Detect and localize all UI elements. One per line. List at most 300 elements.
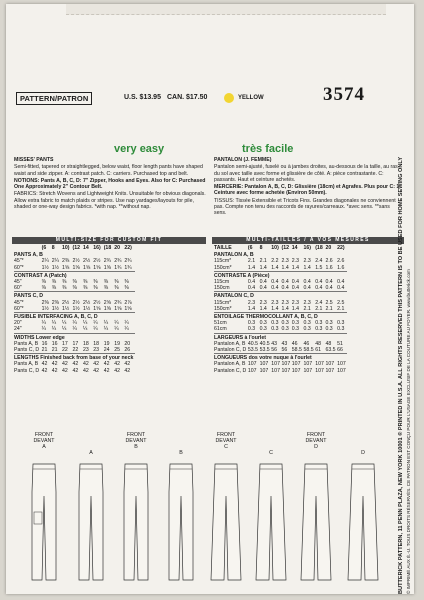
row-label: Pantalon A, B [214, 340, 246, 347]
row-label: 115cm* [214, 299, 232, 306]
table-cell: 2.2 [271, 258, 279, 265]
table-cell: 2.1 [315, 305, 323, 312]
figure-label [298, 432, 334, 450]
table-cell: 2½ [93, 299, 101, 306]
row-label: 115cm [214, 279, 230, 286]
pants-outline [169, 464, 193, 580]
table-cell: 22 [61, 347, 68, 354]
row-label: 150cm* [214, 264, 232, 271]
table-cell: 1½ [83, 305, 91, 312]
table-cell: 43 [271, 340, 278, 347]
table-cell: 2.4 [315, 258, 323, 265]
table-cell: 2.3 [259, 299, 267, 306]
table-cell: ⅜ [114, 285, 119, 292]
table-cell: 0.4 [271, 279, 279, 286]
table-cell: 42 [61, 367, 68, 374]
table-cell: 2.6 [325, 258, 333, 265]
table-cell: 0.3 [247, 326, 256, 333]
table-cell: 2¼ [41, 258, 49, 265]
table-cell: 2.3 [303, 258, 311, 265]
yardage-table-fr [214, 245, 347, 374]
table-cell: ¼ [72, 326, 77, 333]
table-cell: 0.3 [247, 320, 256, 327]
table-cell: 22 [72, 347, 79, 354]
desc-en: Semi-fitted, tapered or straightlegged, below waist, floor length pants have shaped waist and side zipper. A: contrast patch. C: carriers. Purchased top and belt. [14, 164, 203, 177]
table-cell: 2.3 [281, 258, 289, 265]
table-cell: 0.4 [259, 279, 267, 286]
table-cell: 2¾ [103, 258, 111, 265]
table-cell: 1½ [51, 264, 59, 271]
table-cell: 1⅝ [103, 264, 111, 271]
size-cell: 8 [259, 245, 263, 251]
table-cell: ¼ [93, 326, 98, 333]
row-label: 115cm* [214, 258, 232, 265]
table-cell: ⅜ [103, 279, 109, 286]
section-row [214, 271, 347, 279]
table-cell: 2⅜ [51, 299, 59, 306]
table-cell: 2½ [72, 299, 80, 306]
section-row [214, 313, 347, 321]
table-cell: 2.3 [271, 299, 279, 306]
price-block [124, 94, 213, 101]
size-bar-en: MULTI-SIZE FOR CUSTOM FIT [12, 237, 206, 244]
table-cell: 24 [103, 347, 110, 354]
table-cell: 2⅞ [124, 299, 132, 306]
table-cell: 2.3 [291, 258, 300, 265]
table-cell: 56 [271, 347, 278, 354]
table-cell: 42 [93, 367, 99, 374]
table-cell: 1½ [61, 305, 70, 312]
table-cell: ⅜ [72, 279, 77, 286]
table-cell: 46 [303, 340, 310, 347]
front-text: FRONT [126, 432, 146, 438]
table-row [14, 361, 135, 367]
table-cell: 2.1 [247, 258, 256, 265]
table-cell: 107 [247, 361, 257, 368]
fabrics-fr: TISSUS: Tissée Extensible et Tricots Fins. Grandes diagonales ne conviennent pas. Compte non tenu des raccords de rayures/carreaux. *avec sens. **sans sens. [214, 197, 396, 217]
french-description [214, 157, 400, 218]
yellow-dot [224, 93, 234, 103]
front-text: FRONT [216, 432, 236, 438]
section-row [14, 271, 135, 279]
table-cell: 0.4 [259, 285, 267, 292]
section-title: LARGEURS à l'ourlet [214, 333, 347, 341]
copyright-line-fr: © IMPRIMÉ AUX É.-U. TOUS DROITS RÉSERVÉS. CE PATRON EST CONÇU POUR L'USAGE EXCLUSIF DE LA COUTURE AU FOYER. www.butterick.com [406, 269, 411, 594]
table-cell: 17 [72, 340, 79, 347]
table-cell: 0.4 [247, 285, 256, 292]
figure-label [118, 432, 154, 450]
table-cell: ¼ [124, 326, 129, 333]
table-cell: 48 [325, 340, 332, 347]
table-cell: 0.3 [291, 320, 300, 327]
table-cell: ⅜ [41, 279, 46, 286]
section-row [214, 354, 347, 362]
table-cell: 1¾ [124, 264, 132, 271]
english-description [14, 157, 206, 211]
table-cell: 42 [114, 361, 120, 368]
table-row [14, 265, 135, 272]
table-cell: 26 [124, 347, 131, 354]
section-row [14, 292, 135, 300]
table-cell: 0.4 [281, 279, 289, 286]
table-cell: 0.3 [259, 320, 267, 327]
table-cell: 1½ [41, 264, 49, 271]
row-label: 60"* [14, 264, 24, 271]
pants-drawing-b [121, 462, 151, 582]
table-cell: 2½ [83, 299, 91, 306]
table-cell: 107 [281, 361, 291, 368]
table-cell: 2½ [93, 258, 101, 265]
table-cell: 42 [72, 361, 79, 368]
section-title: ENTOILAGE THERMOCOLLANT A, B, C, D [214, 313, 347, 321]
table-cell: 1.4 [247, 305, 256, 312]
view-letter: C [269, 450, 273, 456]
figure-label [253, 450, 289, 456]
size-cell: (6 [247, 245, 253, 251]
table-cell: 43 [281, 340, 288, 347]
table-cell: 0.4 [271, 285, 279, 292]
table-cell: ⅜ [114, 279, 119, 286]
section-title: CONTRASTE A (Pièce) [214, 271, 347, 279]
size-cell: 20 [325, 245, 332, 251]
table-cell: 25 [114, 347, 120, 354]
table-cell: 107 [325, 361, 335, 368]
table-cell: ¼ [93, 320, 98, 327]
table-cell: 107 [337, 361, 346, 368]
table-cell: 42 [41, 367, 48, 374]
table-cell: 2.3 [247, 299, 256, 306]
pattern-envelope-back [6, 4, 414, 594]
table-cell: 107 [281, 367, 291, 374]
pants-outline [32, 464, 56, 580]
size-cell: (18 [103, 245, 112, 251]
section-title: LENGTHS Finished back from base of your neck [14, 355, 134, 362]
table-cell: 0.3 [337, 320, 345, 327]
torn-flap [66, 4, 386, 15]
table-cell: 2.1 [337, 305, 345, 312]
table-cell: 21 [41, 347, 48, 354]
view-letter: B [134, 444, 138, 450]
table-cell: 107 [259, 367, 269, 374]
table-cell: 0.3 [303, 320, 311, 327]
pants-outline [79, 464, 103, 580]
size-cell: 10) [271, 245, 279, 251]
difficulty-fr: très facile [242, 143, 294, 155]
table-cell: 107 [303, 367, 313, 374]
row-label: 60"* [14, 305, 24, 312]
table-cell: 0.4 [247, 279, 256, 286]
table-cell: 2.4 [315, 299, 323, 306]
row-label: Pants C, D [14, 347, 40, 354]
table-cell: 61 [315, 347, 321, 354]
table-cell: 0.3 [315, 320, 323, 327]
table-cell: 2⅜ [61, 258, 70, 265]
table-row [14, 306, 135, 313]
row-label: Pantalon A, B [214, 361, 246, 368]
table-cell: 40.5 [247, 340, 258, 347]
section-row [214, 251, 347, 258]
pants-outline [211, 464, 241, 580]
section-row [14, 333, 135, 341]
row-label: 20" [14, 320, 22, 327]
table-cell: 1.4 [259, 305, 267, 312]
table-row [214, 326, 347, 333]
table-cell: 1.6 [337, 264, 345, 271]
view-letter: A [89, 450, 93, 456]
table-row [14, 285, 135, 292]
table-cell: 20 [124, 340, 131, 347]
table-cell: 1⅝ [72, 264, 80, 271]
table-cell: 0.4 [315, 285, 323, 292]
notions-fr: MERCERIE: Pantalon A, B, C, D: Glissière (18cm) et Agrafes. Plus pour C: 1 Ceinture avec forme achetée (Environ 50mm). [214, 184, 400, 197]
table-cell: ¼ [51, 320, 57, 327]
table-cell: 16 [51, 340, 58, 347]
table-cell: 42 [124, 361, 131, 368]
row-label: 45" [14, 279, 22, 286]
table-row [214, 306, 347, 313]
size-cell: 22) [124, 245, 132, 251]
pants-drawing-c [211, 462, 241, 582]
table-cell: 42 [41, 361, 48, 368]
table-cell: 23 [83, 347, 89, 354]
table-cell: 1.5 [315, 264, 323, 271]
row-label: 51cm [214, 320, 227, 327]
pants-drawing-d [348, 462, 378, 582]
table-cell: 2¾ [124, 258, 132, 265]
table-cell: 42 [51, 361, 58, 368]
row-label: 60" [14, 285, 22, 292]
table-cell: 2.6 [337, 258, 345, 265]
row-label: Pants C, D [14, 367, 40, 374]
pants-drawing-b [166, 462, 196, 582]
table-cell: 0.4 [281, 285, 289, 292]
table-cell: 2¼ [51, 258, 59, 265]
table-cell: 107 [271, 361, 280, 368]
row-label: 45"* [14, 258, 24, 265]
price-can: CAN. $17.50 [166, 94, 208, 101]
table-cell: 1.4 [271, 264, 279, 271]
table-cell: 1.4 [247, 264, 256, 271]
table-cell: 1⅝ [83, 264, 91, 271]
size-cell: (6 [41, 245, 47, 251]
size-cell: 10) [61, 245, 70, 251]
table-cell: 42 [93, 361, 99, 368]
table-cell: 18 [93, 340, 99, 347]
table-cell: 0.4 [291, 285, 300, 292]
table-cell: ⅜ [51, 285, 57, 292]
table-cell: 2½ [61, 299, 70, 306]
table-cell: 1⅝ [103, 305, 111, 312]
table-cell: ¼ [103, 320, 109, 327]
table-cell: 1.4 [303, 264, 311, 271]
section-row [14, 313, 135, 321]
table-cell: 2½ [83, 258, 91, 265]
size-label: TAILLE [214, 245, 232, 251]
table-cell: 58.5 [291, 347, 302, 354]
pattern-number: 3574 [323, 84, 365, 105]
table-cell: ⅜ [72, 285, 77, 292]
pants-outline [124, 464, 148, 580]
pants-drawing-d [301, 462, 331, 582]
table-cell: 1¾ [114, 264, 122, 271]
table-cell: ⅜ [83, 285, 88, 292]
view-letter: D [314, 444, 318, 450]
table-cell: 16 [41, 340, 48, 347]
table-cell: 40.5 [259, 340, 270, 347]
table-cell: 0.3 [325, 320, 333, 327]
size-cell: (12 [281, 245, 290, 251]
table-cell: 2⅜ [41, 299, 49, 306]
table-cell: 0.3 [281, 320, 289, 327]
section-title: PANTALON C, D [214, 292, 347, 300]
table-cell: 107 [315, 361, 324, 368]
table-row [214, 285, 347, 292]
table-cell: 0.4 [303, 279, 311, 286]
pants-outline [256, 464, 286, 580]
table-cell: ⅜ [41, 285, 46, 292]
table-cell: 0.4 [291, 279, 300, 286]
table-cell: 1.4 [259, 264, 267, 271]
table-cell: ¼ [103, 326, 109, 333]
table-cell: 17 [61, 340, 68, 347]
table-cell: ¼ [41, 326, 46, 333]
publisher-line: BUTTERICK PATTERN, 11 PENN PLAZA, NEW YORK 10001 ® PRINTED IN U.S.A. ALL RIGHTS RESERVED THIS PATTERN IS TO BE USED FOR HOME SEWING ONLY [398, 156, 404, 594]
section-title: CONTRAST A (Patch) [14, 271, 135, 279]
table-cell: 1⅝ [61, 264, 70, 271]
table-cell: 1.6 [325, 264, 333, 271]
table-cell: 56 [281, 347, 288, 354]
section-title: PANTALON A, B [214, 252, 254, 259]
view-letter: C [224, 444, 228, 450]
table-cell: 2.5 [337, 299, 345, 306]
row-label: 24" [14, 326, 22, 333]
table-cell: ¼ [61, 326, 67, 333]
table-cell: 107 [325, 367, 335, 374]
table-row [14, 347, 135, 354]
view-letter: A [42, 444, 46, 450]
table-cell: ⅜ [93, 285, 98, 292]
color-word: YELLOW [238, 95, 264, 101]
section-row [14, 354, 135, 362]
table-cell: 42 [103, 361, 110, 368]
table-cell: 2.3 [291, 299, 300, 306]
table-cell: ⅜ [103, 285, 109, 292]
title-fr: PANTALON (J. FEMME) [214, 157, 272, 163]
view-letter: B [179, 450, 183, 456]
table-cell: 0.3 [291, 326, 300, 333]
figure-label [163, 450, 199, 456]
table-cell: 66 [337, 347, 343, 354]
table-cell: 0.3 [337, 326, 345, 333]
table-row [214, 265, 347, 272]
table-cell: 42 [51, 367, 58, 374]
pattern-label: PATTERN/PATRON [16, 92, 92, 105]
row-label: Pants A, B [14, 361, 39, 368]
table-cell: 1½ [41, 305, 49, 312]
section-title: FUSIBLE INTERFACING A, B, C, D [14, 313, 135, 321]
table-cell: 0.4 [337, 285, 345, 292]
table-cell: 42 [124, 367, 131, 374]
section-row [214, 292, 347, 300]
table-cell: ¼ [83, 326, 88, 333]
front-text: FRONT [34, 432, 54, 438]
table-cell: 107 [291, 367, 301, 374]
table-cell: 1⅝ [93, 264, 101, 271]
table-cell: 0.4 [303, 285, 311, 292]
table-cell: 1.4 [271, 305, 279, 312]
table-cell: 18 [83, 340, 89, 347]
devant-text: DEVANT [305, 438, 327, 444]
pants-outline [348, 464, 378, 580]
table-cell: 2.1 [303, 305, 311, 312]
section-row [214, 333, 347, 341]
table-cell: ⅜ [61, 279, 67, 286]
table-cell: 0.3 [303, 326, 311, 333]
table-cell: 0.4 [325, 285, 333, 292]
table-cell: 0.3 [315, 326, 323, 333]
figure-label [73, 450, 109, 456]
table-cell: 21 [51, 347, 58, 354]
table-cell: 1⅝ [124, 305, 132, 312]
yardage-table-en [14, 245, 135, 374]
size-cell: 14 [291, 245, 298, 251]
size-cell: 14 [83, 245, 89, 251]
table-cell: ¼ [72, 320, 77, 327]
table-cell: 2.1 [325, 305, 333, 312]
notions-en: NOTIONS: Pants A, B, C, D: 7" Zipper, Hooks and Eyes. Also for C: Purchased One Approximately 2" Contour Belt. [14, 177, 206, 191]
row-label: Pants A, B [14, 340, 39, 347]
table-cell: 51 [337, 340, 343, 347]
table-cell: 1.4 [291, 305, 300, 312]
fabrics-en: FABRICS: Stretch Wovens and Lightweight Knits. Unsuitable for obvious diagonals. Allow extra fabric to match plaids or stripes. Use nap yardages/layouts for pile, shaded or one-way design fabrics. *with nap. **without nap. [14, 191, 206, 211]
title-en: MISSES' PANTS [14, 157, 54, 163]
size-cell: 16) [303, 245, 311, 251]
pants-drawing-a [76, 462, 106, 582]
size-cell: 22) [337, 245, 345, 251]
price-us: U.S. $13.95 [124, 94, 161, 101]
table-cell: ¼ [61, 320, 67, 327]
table-cell: ¼ [51, 326, 57, 333]
table-cell: 1⅝ [114, 305, 122, 312]
table-cell: 107 [247, 367, 257, 374]
table-cell: 53.5 [247, 347, 258, 354]
table-cell: 107 [291, 361, 301, 368]
table-cell: 1.4 [281, 264, 289, 271]
table-cell: ¼ [114, 326, 119, 333]
table-cell: ¼ [41, 320, 46, 327]
table-cell: 2⅝ [103, 299, 111, 306]
table-cell: 0.3 [325, 326, 333, 333]
table-cell: 1½ [51, 305, 59, 312]
row-label: 150cm [214, 285, 230, 292]
table-cell: 42 [83, 361, 89, 368]
table-cell: 107 [259, 361, 269, 368]
table-cell: 2½ [72, 258, 80, 265]
table-cell: 53.5 [259, 347, 270, 354]
pants-outline [301, 464, 331, 580]
size-cell: 20 [114, 245, 120, 251]
table-cell: 42 [103, 367, 110, 374]
table-cell: ⅜ [51, 279, 57, 286]
row-label: Pantalon C, D [214, 367, 247, 374]
table-cell: 42 [72, 367, 79, 374]
section-title: WIDTHS Lower edge [14, 333, 135, 341]
table-cell: ⅜ [93, 279, 98, 286]
size-bar-fr: MULTI-TAILLES / À VOS MESURES [212, 237, 404, 244]
table-row [14, 326, 135, 333]
desc-fr: Pantalon semi-ajusté, fuselé ou à jambes droites, au-dessous de la taille, au ras du sol avec taille avec forme et glissière de côté. A: pièce contrastante. C: passants. Haut et ceinture achetés. [214, 164, 398, 183]
table-row [214, 368, 347, 374]
